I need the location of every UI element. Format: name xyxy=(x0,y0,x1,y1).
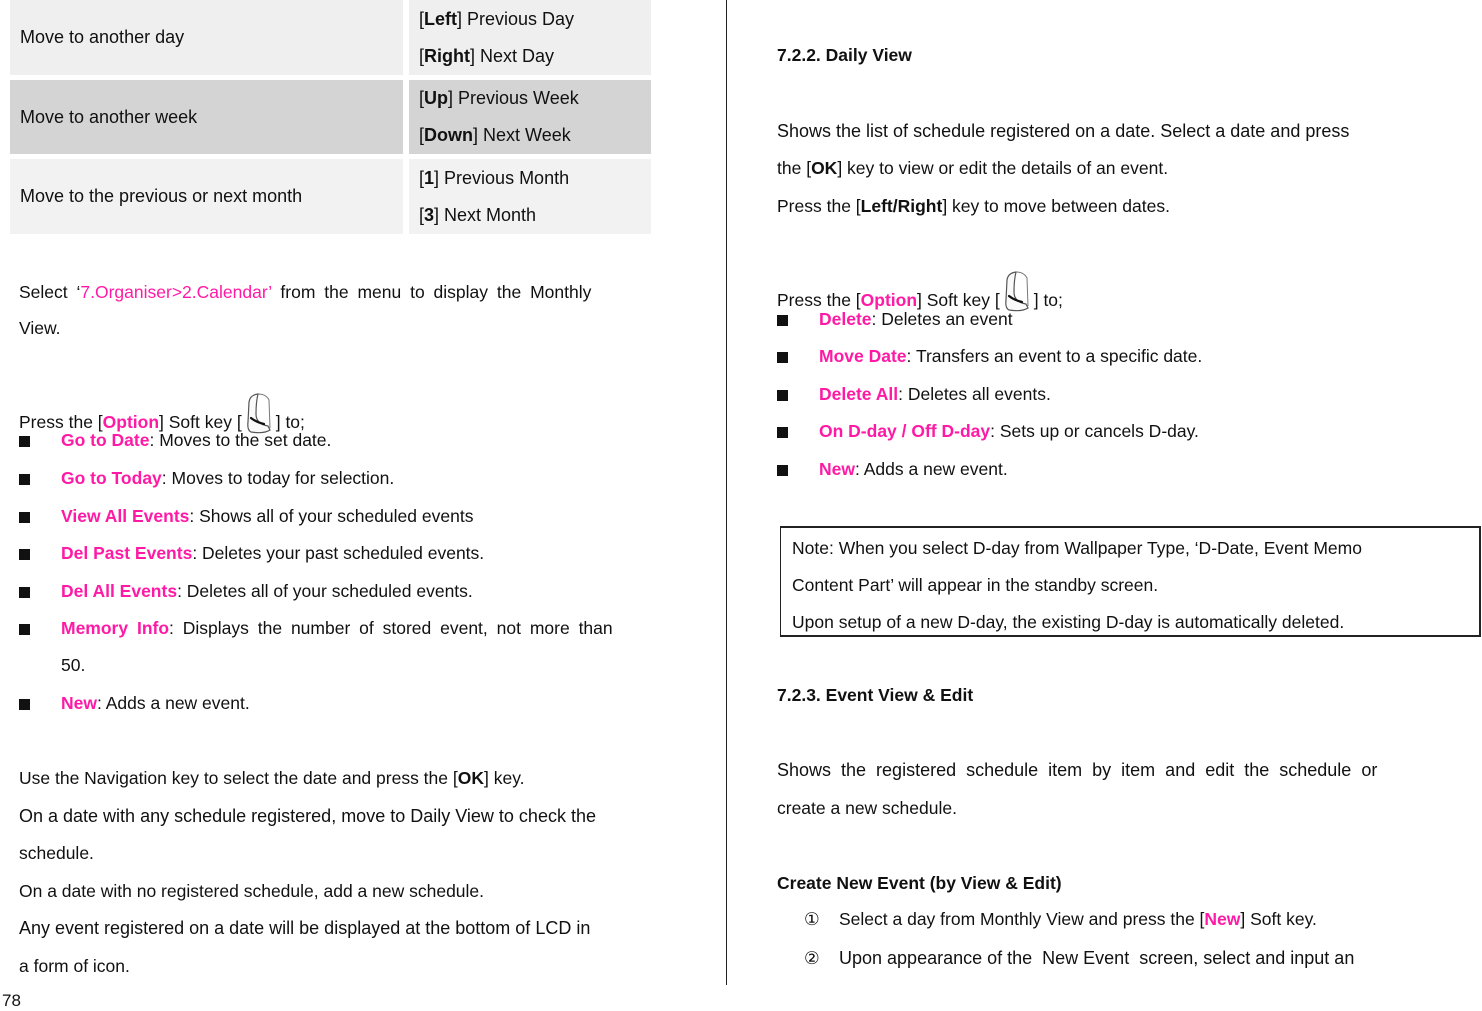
note-line: Content Part’ will appear in the standby screen. xyxy=(792,575,1159,595)
bullet-icon xyxy=(777,465,788,476)
table-row xyxy=(10,159,403,234)
paragraph: schedule. xyxy=(19,843,94,863)
bullet-icon xyxy=(19,512,30,523)
note-box xyxy=(780,526,1481,637)
note-line: Note: When you select D-day from Wallpaper Type, ‘D-Date, Event Memo xyxy=(792,538,1362,558)
bullet-icon xyxy=(19,474,30,485)
list-item: Del All Events: Deletes all of your scheduled events. xyxy=(61,581,473,601)
option-softkey-line: Press the [Option] Soft key [ ] to; xyxy=(777,270,1063,314)
subsection-heading: Create New Event (by View & Edit) xyxy=(777,873,1062,893)
bullet-icon xyxy=(19,436,30,447)
paragraph: the [OK] key to view or edit the details of an event. xyxy=(777,158,1169,178)
paragraph: On a date with no registered schedule, add a new schedule. xyxy=(19,881,485,901)
option-softkey-line: Press the [Option] Soft key [ ] to; xyxy=(19,392,305,436)
list-item: View All Events: Shows all of your scheduled events xyxy=(61,506,474,526)
list-item-continuation: 50. xyxy=(61,655,86,675)
step-text: Upon appearance of the New Event screen, select and input an xyxy=(839,948,1355,968)
bullet-icon xyxy=(19,624,30,635)
table-row xyxy=(10,80,403,154)
list-item: Move Date: Transfers an event to a specific date. xyxy=(819,346,1203,366)
table-row xyxy=(10,0,403,75)
key-label: 3 xyxy=(424,204,435,225)
section-heading: 7.2.2. Daily View xyxy=(777,45,912,65)
key-label: Up xyxy=(424,88,449,108)
list-item: Delete: Deletes an event xyxy=(819,309,1013,329)
bullet-icon xyxy=(19,587,30,598)
step-text: Select a day from Monthly View and press the [New] Soft key. xyxy=(839,909,1317,929)
paragraph: create a new schedule. xyxy=(777,798,957,818)
bullet-icon xyxy=(19,699,30,710)
table-row: [1] Previous Month [3] Next Month xyxy=(409,159,651,234)
key-label: Left xyxy=(424,8,458,29)
list-item: On D-day / Off D-day: Sets up or cancels D-day. xyxy=(819,421,1199,441)
step-number: ① xyxy=(804,909,820,929)
softkey-icon xyxy=(1002,270,1032,314)
bullet-icon xyxy=(19,549,30,560)
table-row: [Up] Previous Week [Down] Next Week xyxy=(409,80,651,154)
list-item: New: Adds a new event. xyxy=(61,693,250,713)
bullet-icon xyxy=(777,427,788,438)
list-item: New: Adds a new event. xyxy=(819,459,1008,479)
intro-text-line2: View. xyxy=(19,318,61,338)
nav-instruction: Use the Navigation key to select the date and press the [OK] key. xyxy=(19,768,525,788)
column-divider xyxy=(726,0,727,985)
paragraph: Any event registered on a date will be displayed at the bottom of LCD in xyxy=(19,918,591,938)
section-heading: 7.2.3. Event View & Edit xyxy=(777,685,974,705)
paragraph: On a date with any schedule registered, move to Daily View to check the xyxy=(19,806,596,826)
table-cell-action: Move to the previous or next month xyxy=(20,186,303,206)
bullet-icon xyxy=(777,352,788,363)
list-item: Del Past Events: Deletes your past scheduled events. xyxy=(61,543,485,563)
paragraph: Shows the list of schedule registered on a date. Select a date and press xyxy=(777,121,1350,141)
intro-text: Select ‘7.Organiser>2.Calendar’ from the menu to display the Monthly xyxy=(19,282,592,302)
paragraph: a form of icon. xyxy=(19,956,130,976)
bullet-icon xyxy=(777,315,788,326)
note-line: Upon setup of a new D-day, the existing D-day is automatically deleted. xyxy=(792,612,1345,632)
key-label: 1 xyxy=(424,167,435,188)
list-item: Go to Date: Moves to the set date. xyxy=(61,430,332,450)
bullet-icon xyxy=(777,390,788,401)
table-cell-action: Move to another day xyxy=(20,27,185,47)
key-label: Down xyxy=(424,125,474,145)
table-cell-action: Move to another week xyxy=(20,106,198,127)
list-item: Go to Today: Moves to today for selection. xyxy=(61,468,395,488)
list-item: Memory Info: Displays the number of stored event, not more than xyxy=(61,618,613,638)
key-label: Right xyxy=(424,45,470,66)
paragraph: Shows the registered schedule item by item and edit the schedule or xyxy=(777,760,1378,780)
page-number: 78 xyxy=(2,991,21,1010)
table-row: [Left] Previous Day [Right] Next Day xyxy=(409,0,651,75)
step-number: ② xyxy=(804,948,820,968)
list-item: Delete All: Deletes all events. xyxy=(819,384,1051,404)
paragraph: Press the [Left/Right] key to move between dates. xyxy=(777,196,1170,216)
menu-path: 7.Organiser>2.Calendar’ xyxy=(80,282,272,302)
